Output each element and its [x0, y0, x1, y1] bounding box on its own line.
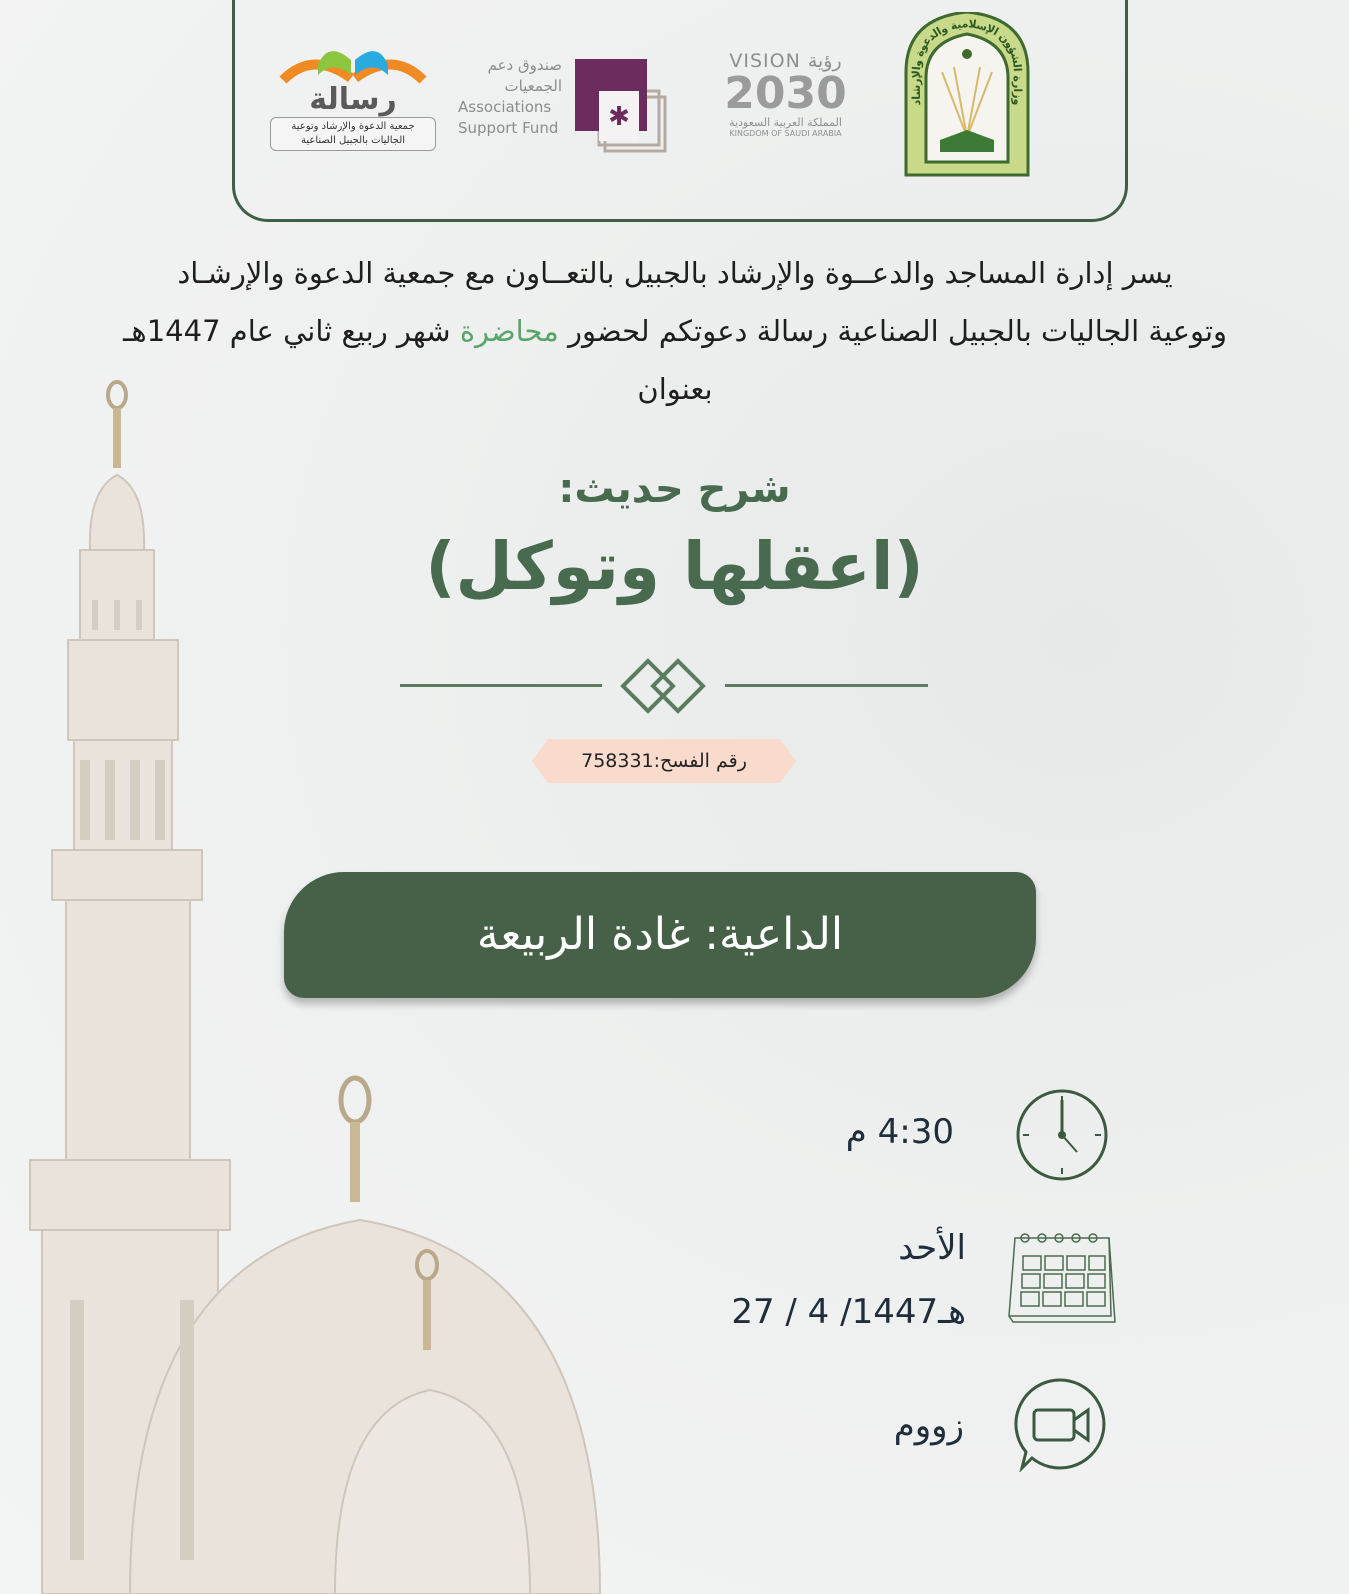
clock-icon: [1015, 1088, 1109, 1182]
fund-name-en-1: Associations: [458, 98, 552, 116]
risala-caption: [270, 117, 436, 151]
svg-text:✱: ✱: [608, 102, 630, 132]
risala-caption-line1: جمعية الدعوة والإرشاد وتوعية: [291, 121, 415, 132]
risala-caption-line2: الجاليات بالجبيل الصناعية: [300, 135, 406, 146]
event-time: 4:30 م: [845, 1112, 954, 1152]
speaker-banner: الداعية: غادة الربيعة: [284, 872, 1036, 998]
event-platform: زووم: [893, 1406, 964, 1446]
invitation-line-2: [40, 302, 1310, 360]
video-camera-icon: [1012, 1376, 1108, 1472]
invitation-line-2b: شهر ربيع ثاني عام 1447هـ: [122, 314, 451, 348]
vision-2030-logo: [708, 50, 863, 155]
ministry-emblem-logo: [902, 12, 1032, 177]
divider-left: [400, 684, 602, 687]
support-fund-mark-icon: [573, 57, 668, 153]
divider-right: [725, 684, 928, 687]
event-date: 27 / 4 /1447هـ: [731, 1292, 966, 1332]
invitation-line-3: بعنوان: [637, 372, 713, 406]
vision-country-ar: المملكة العربية السعودية: [729, 116, 842, 129]
vision-label-ar: رؤية: [807, 50, 842, 72]
support-fund-logo: [458, 55, 673, 155]
risala-logo: [270, 20, 436, 148]
vision-country-en: KINGDOM OF SAUDI ARABIA: [729, 129, 842, 138]
event-day: الأحد: [898, 1228, 966, 1268]
calendar-icon: [1007, 1232, 1117, 1324]
vision-year: 2030: [724, 68, 847, 119]
invitation-line-2a: وتوعية الجاليات بالجبيل الصناعية رسالة دعوتكم لحضور: [567, 314, 1228, 348]
fund-name-ar-1: صندوق دعم: [487, 56, 562, 74]
ministry-name-text: وزارة الشؤون الإسلامية والدعوة والإرشاد: [910, 16, 1025, 106]
invitation-text: [40, 244, 1310, 418]
fund-name-en-2: Support Fund: [458, 119, 559, 137]
lecture-highlight: محاضرة: [459, 314, 559, 348]
lecture-title: (اعقلها وتوكل): [425, 528, 924, 605]
invitation-line-1: يسر إدارة المساجد والدعــوة والإرشاد بالجبيل بالتعــاون مع جمعية الدعوة والإرشـاد: [177, 256, 1173, 290]
permit-number-badge: رقم الفسح:758331: [548, 739, 780, 783]
double-diamond-ornament-icon: [620, 658, 708, 714]
vision-label-en: VISION: [729, 50, 801, 72]
fund-name-ar-2: الجمعيات: [504, 77, 562, 95]
risala-wordmark: رسالة: [309, 82, 397, 117]
title-prefix: شرح حديث:: [558, 466, 791, 512]
